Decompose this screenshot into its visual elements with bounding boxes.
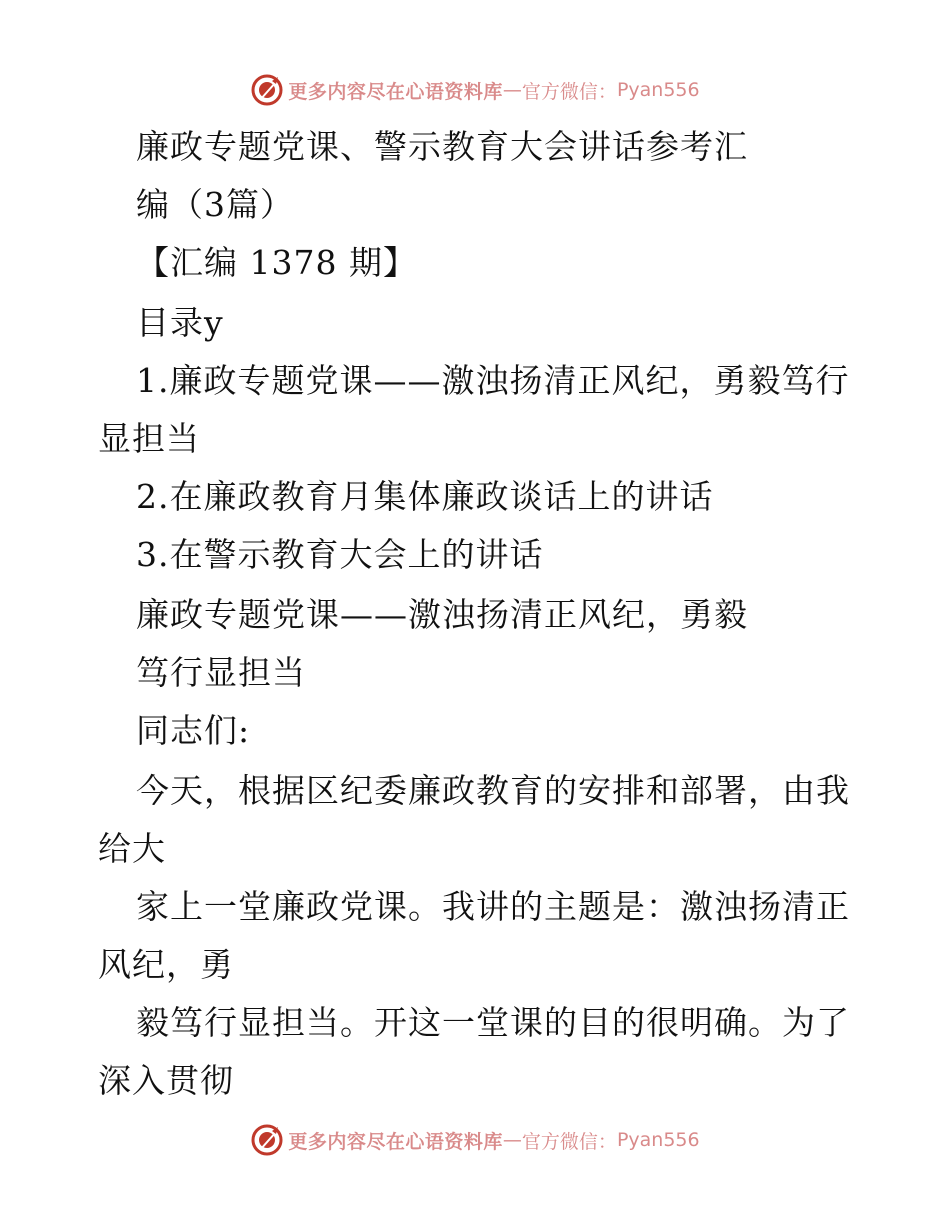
watermark-wechat-id: Pyan556 xyxy=(616,1129,700,1151)
watermark-separator: — xyxy=(502,79,522,101)
issue-label: 【汇编 1378 期】 xyxy=(136,243,417,282)
body-line: 今天，根据区纪委廉政教育的安排和部署，由我 xyxy=(136,771,850,810)
body-line: 家上一堂廉政党课。我讲的主题是：激浊扬清正 xyxy=(136,887,850,926)
footer-watermark xyxy=(0,1120,950,1160)
toc-item-2: 2.在廉政教育月集体廉政谈话上的讲话 xyxy=(136,477,714,516)
watermark-wechat-id: Pyan556 xyxy=(616,79,700,101)
watermark-separator: — xyxy=(502,1129,522,1151)
document-title-line1: 廉政专题党课、警示教育大会讲话参考汇 xyxy=(136,127,748,166)
section-title-line2: 笃行显担当 xyxy=(136,653,306,692)
quill-seal-icon xyxy=(250,73,284,107)
watermark-wechat-label: 官方微信： xyxy=(521,80,617,103)
body-line: 毅笃行显担当。开这一堂课的目的很明确。为了 xyxy=(136,1003,850,1042)
toc-heading: 目录y xyxy=(136,303,224,342)
watermark-site-text: 更多内容尽在心语资料库 xyxy=(288,80,503,103)
section-title-line1: 廉政专题党课——激浊扬清正风纪，勇毅 xyxy=(136,595,748,634)
body-line: 给大 xyxy=(98,829,166,868)
toc-item-1-line1: 1.廉政专题党课——激浊扬清正风纪，勇毅笃行 xyxy=(136,361,850,400)
body-line: 深入贯彻 xyxy=(98,1061,234,1100)
header-watermark xyxy=(0,70,950,110)
watermark-wechat-label: 官方微信： xyxy=(521,1130,617,1153)
salutation: 同志们: xyxy=(136,711,251,750)
body-line: 风纪，勇 xyxy=(98,945,234,984)
toc-item-3: 3.在警示教育大会上的讲话 xyxy=(136,535,544,574)
toc-item-1-line2: 显担当 xyxy=(98,419,200,458)
quill-seal-icon xyxy=(250,1123,284,1157)
watermark-site-text: 更多内容尽在心语资料库 xyxy=(288,1130,503,1153)
document-title-line2: 编（3篇） xyxy=(136,185,294,224)
